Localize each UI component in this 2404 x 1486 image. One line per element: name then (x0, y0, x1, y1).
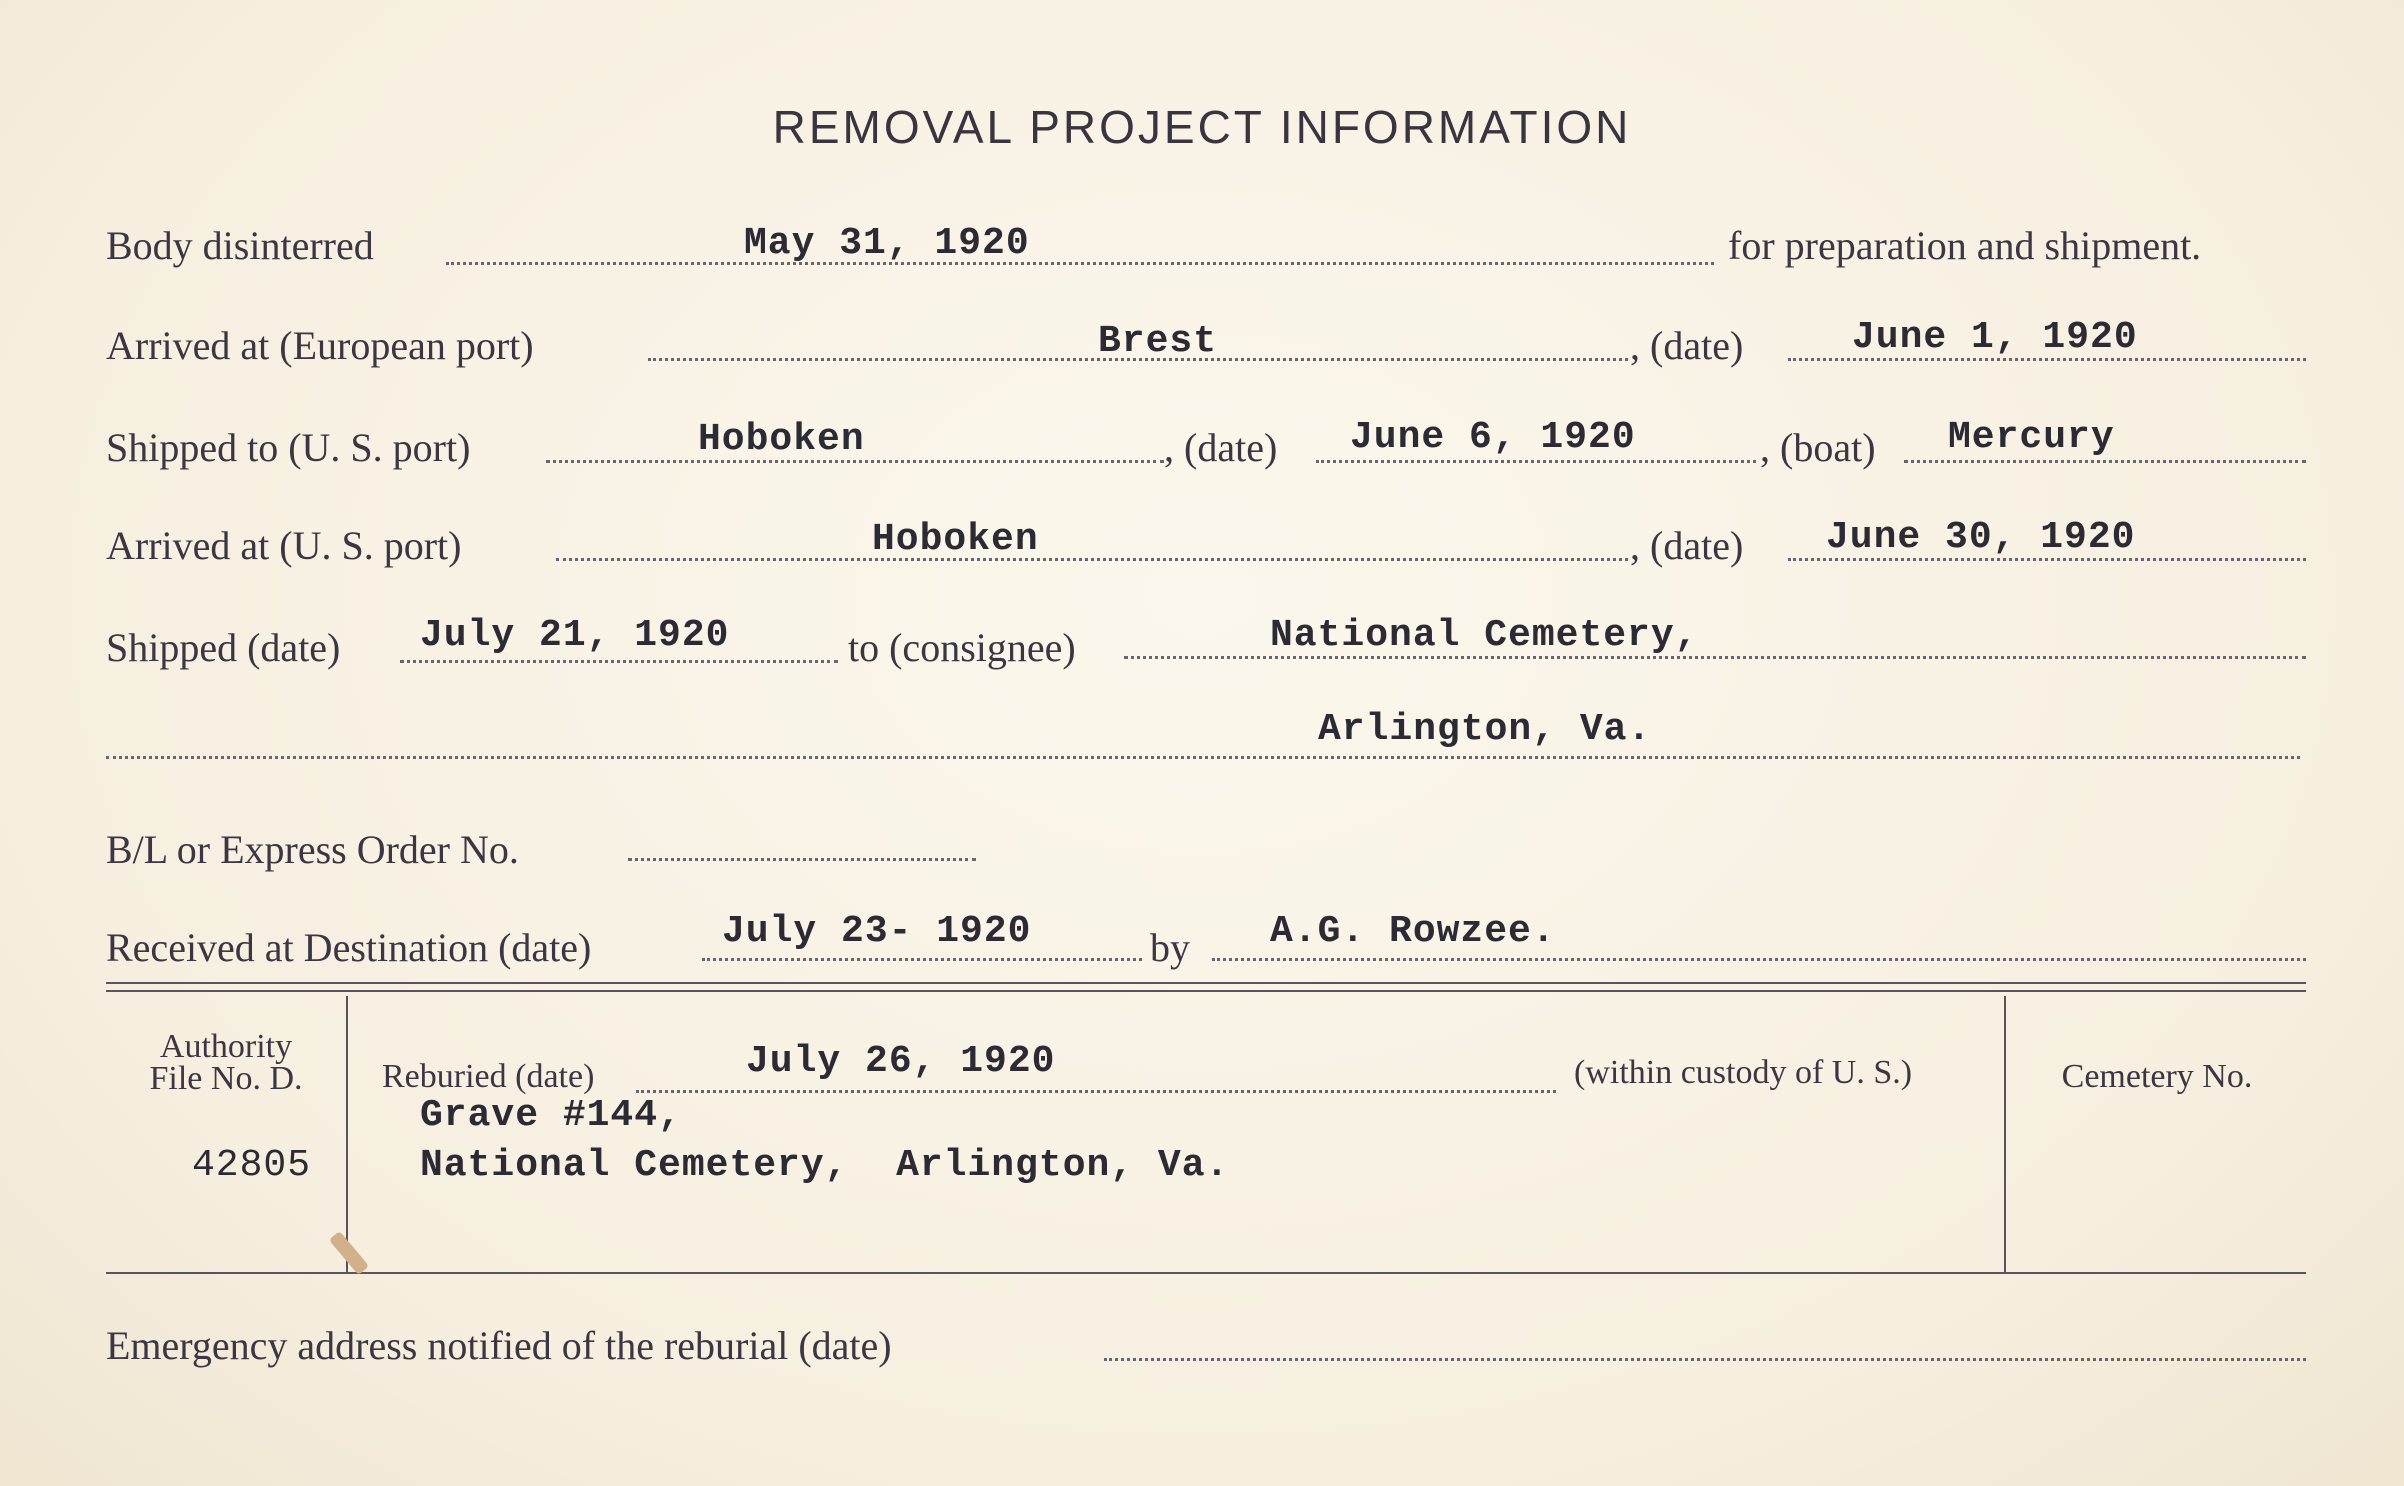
shipped-us-date-label: , (date) (1164, 425, 1278, 470)
body-disinterred-line (446, 262, 1714, 265)
bl-order-label: B/L or Express Order No. (106, 827, 519, 872)
emergency-label: Emergency address notified of the reburial (date) (106, 1323, 892, 1368)
arrived-european-date-label: , (date) (1630, 323, 1744, 368)
received-by-line (1212, 958, 2306, 961)
shipped-us-boat-label: , (boat) (1760, 425, 1876, 470)
shipped-us-port: Hoboken (698, 418, 865, 461)
shipped-us-boat: Mercury (1948, 416, 2115, 459)
arrived-us-date: June 30, 1920 (1826, 516, 2136, 559)
shipped-date-line (400, 660, 838, 663)
cemetery-no-label: Cemetery No. (2061, 1058, 2253, 1095)
arrived-us-port: Hoboken (872, 518, 1039, 561)
arrived-european-date: June 1, 1920 (1852, 316, 2138, 359)
consignee-line1: National Cemetery, (1270, 614, 1699, 657)
arrived-european-port: Brest (1098, 320, 1218, 363)
received-date: July 23- 1920 (722, 910, 1032, 953)
reburied-date: July 26, 1920 (746, 1040, 1056, 1083)
card-title: REMOVAL PROJECT INFORMATION (772, 101, 1632, 153)
bl-order-line (628, 858, 976, 861)
body-disinterred-suffix: for preparation and shipment. (1728, 223, 2202, 268)
received-date-line (702, 958, 1142, 961)
consignee-continuation-line (106, 756, 2300, 759)
consignee-label: to (consignee) (848, 625, 1076, 670)
shipped-us-boat-line (1904, 460, 2306, 463)
shipped-date-label: Shipped (date) (106, 625, 341, 670)
arrived-us-date-label: , (date) (1630, 523, 1744, 568)
authority-label-line1: Authority (159, 1028, 293, 1065)
reburied-location: National Cemetery, Arlington, Va. (420, 1144, 1230, 1187)
emergency-line (1104, 1358, 2306, 1361)
custody-label: (within custody of U. S.) (1574, 1054, 1913, 1091)
authority-label-line2: File No. D. (149, 1060, 303, 1097)
reburied-grave: Grave #144, (420, 1094, 682, 1137)
shipped-date: July 21, 1920 (420, 614, 730, 657)
reburied-label: Reburied (date) (382, 1058, 595, 1095)
consignee-line2: Arlington, Va. (1318, 708, 1652, 751)
paper-tear-mark (329, 1231, 369, 1275)
arrived-european-label: Arrived at (European port) (106, 323, 534, 368)
body-disinterred-label: Body disinterred (106, 223, 374, 268)
box-bottom-rule (106, 1272, 2306, 1274)
shipped-us-date: June 6, 1920 (1350, 416, 1636, 459)
received-label: Received at Destination (date) (106, 925, 592, 970)
shipped-us-date-line (1316, 460, 1756, 463)
arrived-us-label: Arrived at (U. S. port) (106, 523, 462, 568)
arrived-us-port-line (556, 558, 1628, 561)
box-divider-left (346, 996, 348, 1272)
received-by: A.G. Rowzee. (1270, 910, 1556, 953)
shipped-us-label: Shipped to (U. S. port) (106, 425, 471, 470)
received-by-label: by (1150, 925, 1190, 970)
reburied-date-line (636, 1090, 1556, 1093)
box-top-rule (106, 982, 2306, 984)
authority-file-number: 42805 (192, 1144, 312, 1187)
box-divider-right (2004, 996, 2006, 1272)
box-top-rule-inner (106, 990, 2306, 992)
body-disinterred-value: May 31, 1920 (744, 222, 1030, 265)
